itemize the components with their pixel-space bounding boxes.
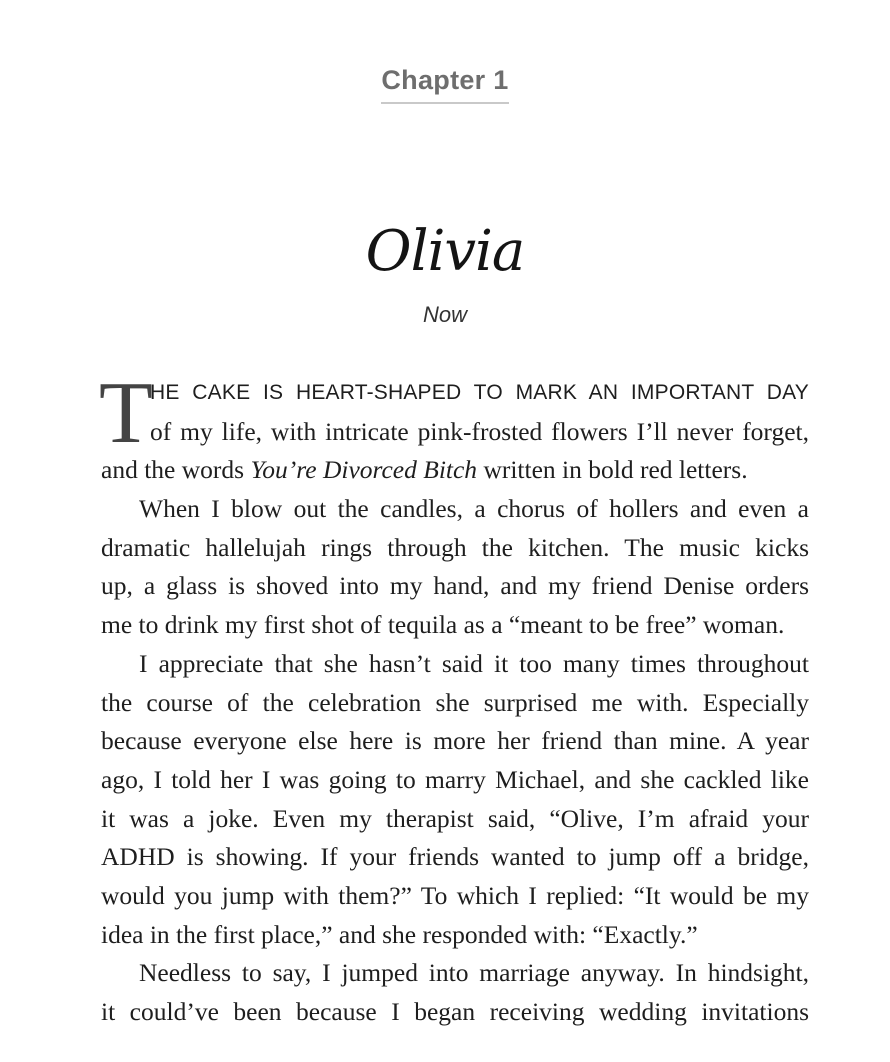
paragraph-2 [101, 490, 809, 645]
paragraph-1 [99, 365, 809, 490]
text-run: and the words [101, 455, 251, 485]
text-line: of my life, with intricate pink-frosted flowers I’ll never forget, [150, 416, 809, 446]
chapter-heading [0, 62, 890, 104]
text-line: me to drink my first shot of tequila as a “meant to be free” woman. [101, 610, 785, 640]
text-line: HE CAKE IS HEART-SHAPED TO MARK AN IMPORTANT DAY [150, 381, 809, 404]
pov-timeframe: Now [422, 302, 467, 327]
chapter-body [99, 365, 809, 1032]
text-line: it could’ve been because I began receiving wedding invitations [101, 997, 809, 1026]
text-line: ADHD is showing. If your friends wanted to jump off a bridge, [101, 842, 809, 872]
text-line [101, 451, 809, 490]
paragraph-4 [101, 954, 809, 1031]
text-line: When I blow out the candles, a chorus of hollers and even a [139, 494, 809, 524]
drop-cap: T [99, 365, 153, 462]
text-line: would you jump with them?” To which I replied: “It would be my [101, 880, 809, 910]
text-line: it was a joke. Even my therapist said, “Olive, I’m afraid your [101, 803, 809, 833]
text-line: because everyone else here is more her friend than mine. A year [101, 726, 809, 756]
text-line: up, a glass is shoved into my hand, and my friend Denise orders [101, 571, 809, 601]
text-run: written in bold red letters. [477, 455, 748, 485]
text-line: dramatic hallelujah rings through the kitchen. The music kicks [101, 532, 809, 562]
pov-character-name: Olivia [365, 219, 525, 284]
text-line: idea in the first place,” and she responded with: “Exactly.” [101, 919, 698, 949]
text-line: I appreciate that she hasn’t said it too many times throughout [139, 648, 809, 678]
chapter-label: Chapter 1 [381, 62, 508, 104]
cake-inscription: You’re Divorced Bitch [250, 455, 478, 485]
text-line: Needless to say, I jumped into marriage anyway. In hindsight, [139, 958, 809, 988]
paragraph-3 [101, 645, 809, 955]
text-line: ago, I told her I was going to marry Michael, and she cackled like [101, 764, 809, 794]
text-line: the course of the celebration she surprised me with. Especially [101, 687, 809, 717]
